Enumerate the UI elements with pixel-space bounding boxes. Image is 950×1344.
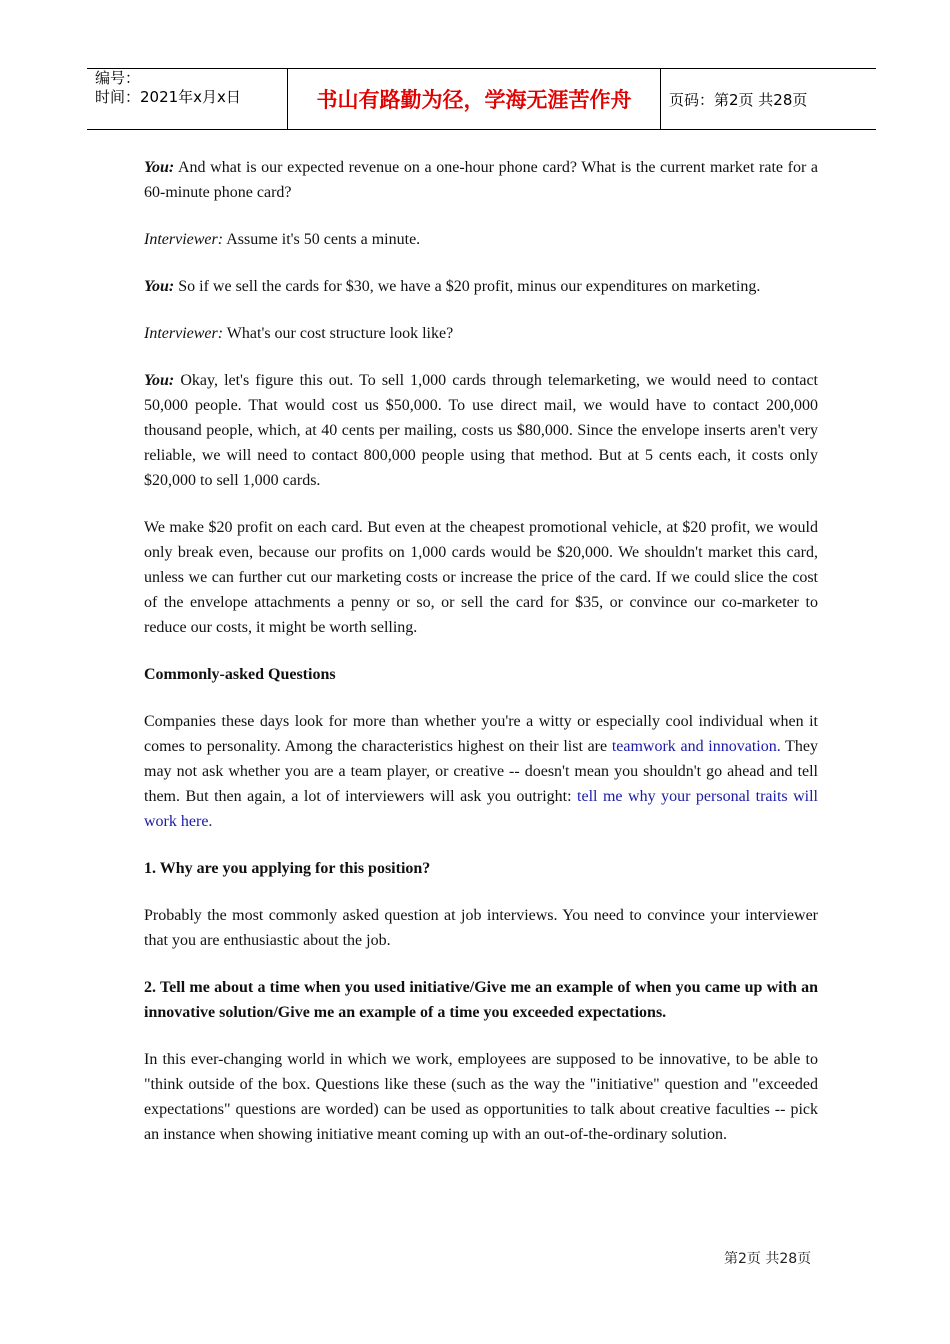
paragraph-companies bbox=[144, 709, 818, 834]
document-body bbox=[144, 155, 818, 1169]
paragraph-text: They may not ask whether you are a team player, or creative -- doesn't mean you shouldn't go ahead and tell them. But then again, a lot of interviewers will ask you outright: bbox=[144, 738, 818, 805]
paragraph-text: Assume it's 50 cents a minute. bbox=[223, 231, 421, 248]
paragraph-interviewer-1 bbox=[144, 227, 818, 252]
question-2-heading: 2. Tell me about a time when you used initiative/Give me an example of when you came up with an innovative solution/Give me an example of a time you exceeded expectations. bbox=[144, 979, 818, 1021]
page-footer: 第2页 共28页 bbox=[724, 1251, 812, 1267]
paragraph-you-3 bbox=[144, 368, 818, 493]
paragraph-text: Companies these days look for more than whether you're a witty or especially cool individual when it comes to personality. Among the characteristics highest on their list are bbox=[144, 713, 818, 755]
page-header bbox=[87, 68, 876, 130]
paragraph-you-2 bbox=[144, 274, 818, 299]
question-1-text: Probably the most commonly asked question at job interviews. You need to convince your interviewer that you are enthusiastic about the job. bbox=[144, 907, 818, 949]
speaker-you: You: bbox=[144, 372, 175, 389]
header-motto: 书山有路勤为径，学海无涯苦作舟 bbox=[287, 69, 661, 129]
speaker-interviewer: Interviewer: bbox=[144, 231, 224, 248]
paragraph-interviewer-2 bbox=[144, 321, 818, 346]
header-number-label: 编号： bbox=[95, 69, 141, 87]
header-time-label: 时间：2021年x月x日 bbox=[95, 88, 241, 106]
paragraph-text: Okay, let's figure this out. To sell 1,000 cards through telemarketing, we would need to contact 50,000 people. That would cost us $50,000. To use direct mail, we would have to contact 200,000 thousand people, which, at 40 cents per mailing, costs us $80,000. Since the envelope inserts aren't very reliable, we will need to contact 800,000 people using that method. But at 5 cents each, it costs only $20,000 to sell 1,000 cards. bbox=[144, 372, 818, 489]
question-1-heading: 1. Why are you applying for this position? bbox=[144, 860, 431, 877]
paragraph-text: What's our cost structure look like? bbox=[223, 325, 454, 342]
speaker-you: You: bbox=[144, 159, 175, 176]
link-teamwork-innovation[interactable]: teamwork and innovation. bbox=[611, 738, 781, 755]
paragraph-text: So if we sell the cards for $30, we have a $20 profit, minus our expenditures on marketing. bbox=[174, 278, 761, 295]
question-2-text: In this ever-changing world in which we work, employees are supposed to be innovative, to be able to "think outside of the box. Questions like these (such as the way the "initiative" question and "exceeded expectations" questions are worded) can be used as opportunities to talk about creative faculties -- pick an instance when showing initiative meant coming up with an out-of-the-ordinary solution. bbox=[144, 1051, 818, 1143]
paragraph-profit: We make $20 profit on each card. But even at the cheapest promotional vehicle, at $20 profit, we would only break even, because our profits on 1,000 cards would be $20,000. We shouldn't market this card, unless we can further cut our marketing costs or increase the price of the card. If we could slice the cost of the envelope attachments a penny or so, or sell the card for $35, or convince our co-marketer to reduce our costs, it might be worth selling. bbox=[144, 519, 818, 636]
link-personal-traits[interactable]: tell me why your personal traits will work here. bbox=[144, 788, 819, 830]
paragraph-text: And what is our expected revenue on a one-hour phone card? What is the current market rate for a 60-minute phone card? bbox=[144, 159, 818, 201]
header-page-info: 页码：第2页 共28页 bbox=[669, 90, 808, 109]
paragraph-you-1 bbox=[144, 155, 818, 205]
header-meta bbox=[95, 69, 287, 129]
speaker-interviewer: Interviewer: bbox=[144, 325, 224, 342]
speaker-you: You: bbox=[144, 278, 175, 295]
section-heading: Commonly-asked Questions bbox=[144, 666, 336, 683]
